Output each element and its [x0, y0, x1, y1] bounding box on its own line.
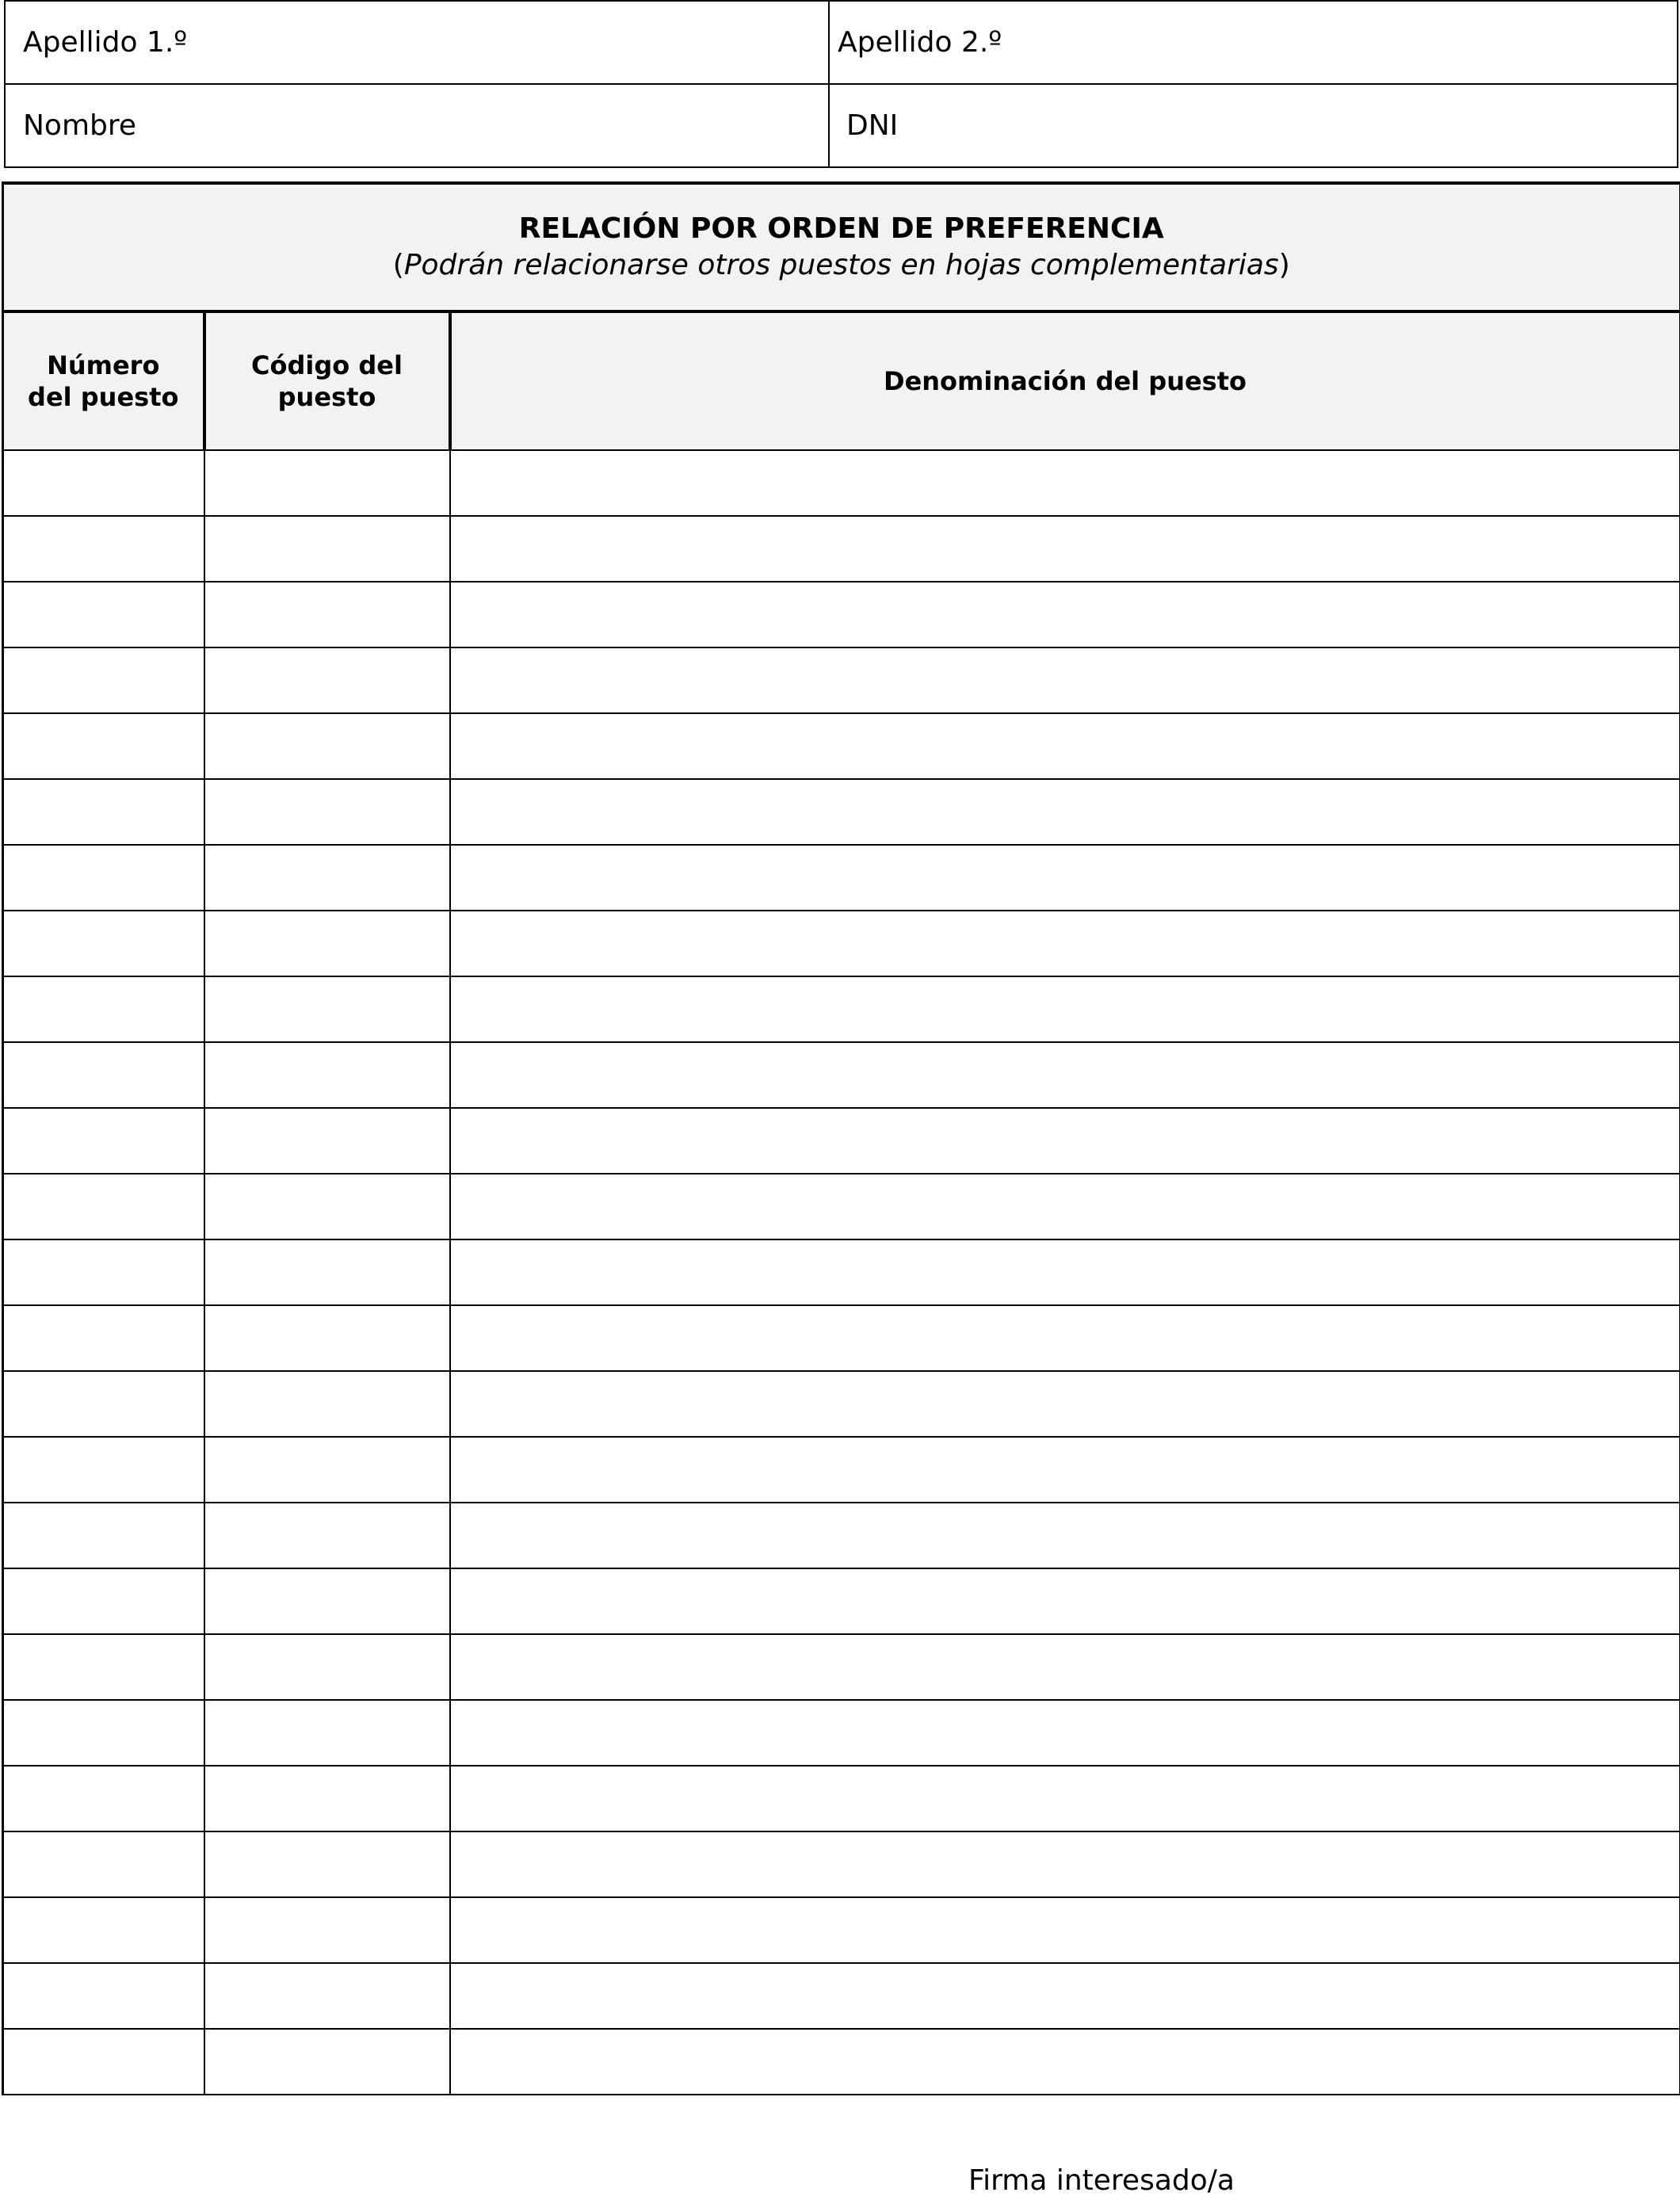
table-row [3, 582, 1680, 647]
codigo-cell[interactable] [204, 1963, 450, 2029]
subtitle-text: Podrán relacionarse otros puestos en hojas complementarias [403, 249, 1279, 281]
codigo-cell[interactable] [204, 1437, 450, 1503]
table-row [3, 1239, 1680, 1305]
table-row [3, 845, 1680, 911]
codigo-cell[interactable] [204, 450, 450, 516]
table-row [3, 779, 1680, 845]
denominacion-cell[interactable] [450, 1700, 1680, 1766]
codigo-cell[interactable] [204, 1503, 450, 1568]
column-header-row [3, 311, 1680, 450]
column-header-numero-line1: Número [47, 350, 160, 380]
denominacion-cell[interactable] [450, 1766, 1680, 1831]
preference-title-row [3, 183, 1680, 311]
table-row [3, 976, 1680, 1042]
codigo-cell[interactable] [204, 1897, 450, 1963]
numero-cell[interactable] [3, 1174, 204, 1239]
numero-cell[interactable] [3, 1634, 204, 1700]
apellido1-field[interactable] [5, 1, 829, 84]
table-row [3, 1305, 1680, 1371]
numero-cell[interactable] [3, 1437, 204, 1503]
denominacion-cell[interactable] [450, 1634, 1680, 1700]
numero-cell[interactable] [3, 2029, 204, 2095]
numero-cell[interactable] [3, 1239, 204, 1305]
numero-cell[interactable] [3, 1897, 204, 1963]
denominacion-cell[interactable] [450, 1503, 1680, 1568]
numero-cell[interactable] [3, 1108, 204, 1174]
denominacion-cell[interactable] [450, 450, 1680, 516]
denominacion-cell[interactable] [450, 779, 1680, 845]
denominacion-cell[interactable] [450, 976, 1680, 1042]
table-row [3, 1174, 1680, 1239]
denominacion-cell[interactable] [450, 1897, 1680, 1963]
identification-table [4, 0, 1678, 168]
table-row [3, 1766, 1680, 1831]
codigo-cell[interactable] [204, 1239, 450, 1305]
table-row [3, 1042, 1680, 1108]
table-row [3, 911, 1680, 976]
apellido1-label: Apellido 1.º [23, 26, 188, 59]
denominacion-cell[interactable] [450, 1963, 1680, 2029]
codigo-cell[interactable] [204, 1634, 450, 1700]
codigo-cell[interactable] [204, 911, 450, 976]
column-header-denominacion-line1: Denominación del puesto [884, 366, 1247, 396]
codigo-cell[interactable] [204, 1305, 450, 1371]
column-header-codigo [204, 311, 450, 450]
numero-cell[interactable] [3, 1831, 204, 1897]
dni-label: DNI [846, 109, 899, 142]
preference-table-body [3, 450, 1680, 2095]
codigo-cell[interactable] [204, 779, 450, 845]
identification-row-name [5, 84, 1678, 167]
numero-cell[interactable] [3, 582, 204, 647]
codigo-cell[interactable] [204, 1766, 450, 1831]
denominacion-cell[interactable] [450, 845, 1680, 911]
table-row [3, 1503, 1680, 1568]
column-header-denominacion [450, 311, 1680, 450]
table-row [3, 1634, 1680, 1700]
codigo-cell[interactable] [204, 1108, 450, 1174]
preference-table [2, 181, 1680, 2095]
codigo-cell[interactable] [204, 582, 450, 647]
codigo-cell[interactable] [204, 647, 450, 713]
codigo-cell[interactable] [204, 845, 450, 911]
numero-cell[interactable] [3, 1503, 204, 1568]
table-row [3, 2029, 1680, 2095]
preference-subtitle [4, 247, 1679, 284]
numero-cell[interactable] [3, 845, 204, 911]
codigo-cell[interactable] [204, 1831, 450, 1897]
denominacion-cell[interactable] [450, 2029, 1680, 2095]
numero-cell[interactable] [3, 1371, 204, 1437]
table-row [3, 516, 1680, 582]
column-header-codigo-line2: puesto [277, 382, 376, 412]
codigo-cell[interactable] [204, 1371, 450, 1437]
numero-cell[interactable] [3, 1042, 204, 1108]
denominacion-cell[interactable] [450, 647, 1680, 713]
table-row [3, 1897, 1680, 1963]
column-header-codigo-line1: Código del [251, 350, 403, 380]
denominacion-cell[interactable] [450, 1239, 1680, 1305]
denominacion-cell[interactable] [450, 713, 1680, 779]
denominacion-cell[interactable] [450, 582, 1680, 647]
denominacion-cell[interactable] [450, 1568, 1680, 1634]
denominacion-cell[interactable] [450, 1371, 1680, 1437]
numero-cell[interactable] [3, 1766, 204, 1831]
dni-field[interactable] [829, 84, 1678, 167]
denominacion-cell[interactable] [450, 1305, 1680, 1371]
denominacion-cell[interactable] [450, 1042, 1680, 1108]
numero-cell[interactable] [3, 1963, 204, 2029]
numero-cell[interactable] [3, 1568, 204, 1634]
codigo-cell[interactable] [204, 976, 450, 1042]
table-row [3, 1963, 1680, 2029]
signature-label: Firma interesado/a [968, 2164, 1235, 2197]
numero-cell[interactable] [3, 779, 204, 845]
apellido2-label: Apellido 2.º [838, 26, 1002, 59]
table-row [3, 1437, 1680, 1503]
codigo-cell[interactable] [204, 2029, 450, 2095]
table-row [3, 1108, 1680, 1174]
table-row [3, 1700, 1680, 1766]
table-row [3, 713, 1680, 779]
preference-title: RELACIÓN POR ORDEN DE PREFERENCIA [518, 212, 1164, 245]
table-row [3, 1568, 1680, 1634]
table-row [3, 1371, 1680, 1437]
numero-cell[interactable] [3, 516, 204, 582]
numero-cell[interactable] [3, 647, 204, 713]
table-row [3, 647, 1680, 713]
codigo-cell[interactable] [204, 713, 450, 779]
subtitle-open-paren: ( [392, 249, 404, 281]
denominacion-cell[interactable] [450, 1831, 1680, 1897]
codigo-cell[interactable] [204, 516, 450, 582]
numero-cell[interactable] [3, 1700, 204, 1766]
codigo-cell[interactable] [204, 1174, 450, 1239]
numero-cell[interactable] [3, 713, 204, 779]
denominacion-cell[interactable] [450, 911, 1680, 976]
numero-cell[interactable] [3, 911, 204, 976]
nombre-label: Nombre [23, 109, 137, 142]
denominacion-cell[interactable] [450, 1174, 1680, 1239]
identification-row-surnames [5, 1, 1678, 84]
codigo-cell[interactable] [204, 1700, 450, 1766]
numero-cell[interactable] [3, 1305, 204, 1371]
column-header-numero [3, 311, 204, 450]
subtitle-close-paren: ) [1278, 249, 1290, 281]
nombre-field[interactable] [5, 84, 829, 167]
codigo-cell[interactable] [204, 1042, 450, 1108]
denominacion-cell[interactable] [450, 1437, 1680, 1503]
numero-cell[interactable] [3, 450, 204, 516]
column-header-numero-line2: del puesto [28, 382, 179, 412]
apellido2-field[interactable] [829, 1, 1678, 84]
table-row [3, 450, 1680, 516]
denominacion-cell[interactable] [450, 1108, 1680, 1174]
numero-cell[interactable] [3, 976, 204, 1042]
preference-title-cell [3, 183, 1680, 311]
table-row [3, 1831, 1680, 1897]
codigo-cell[interactable] [204, 1568, 450, 1634]
denominacion-cell[interactable] [450, 516, 1680, 582]
